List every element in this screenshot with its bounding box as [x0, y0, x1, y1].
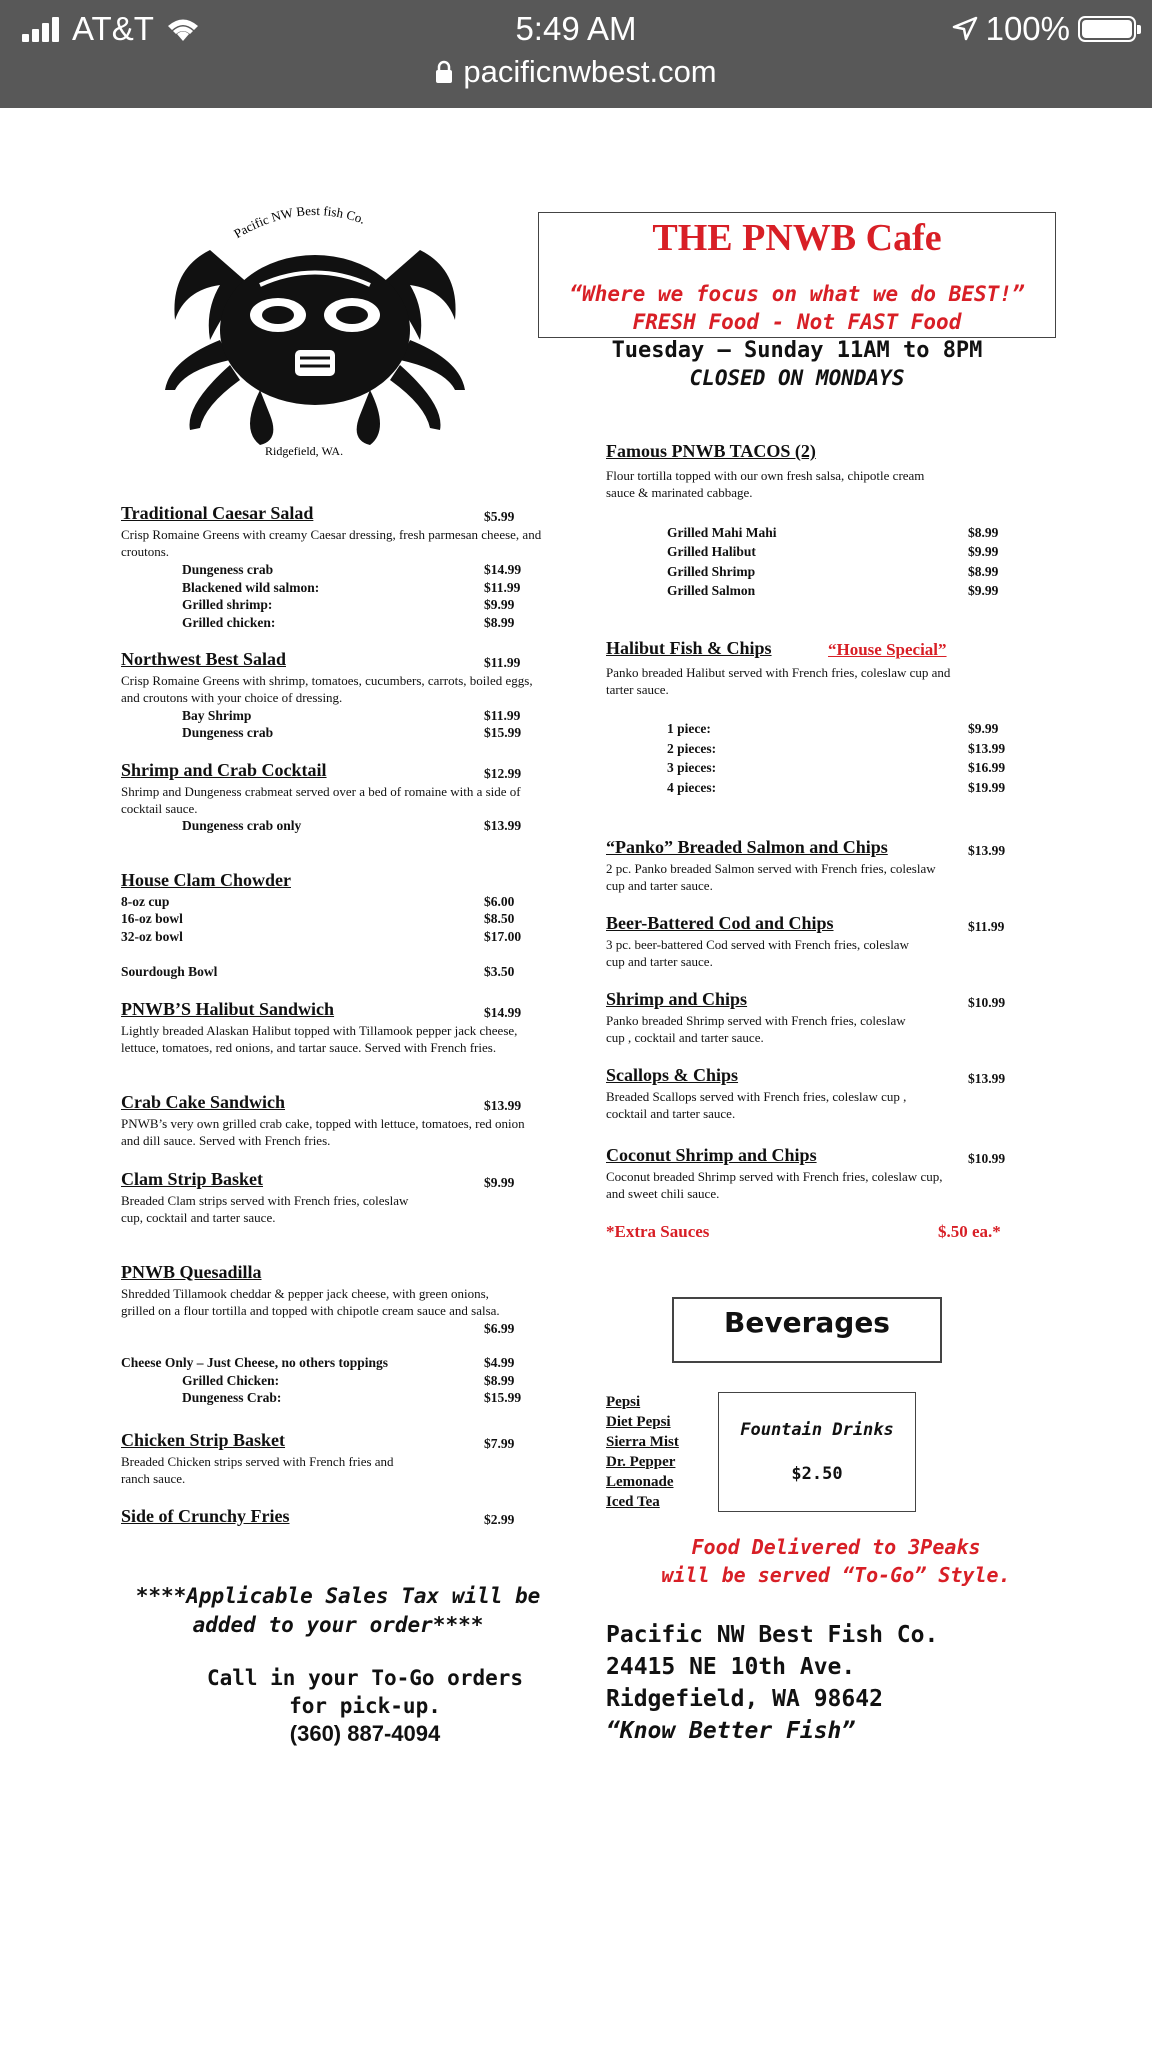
quesadilla-opt-price: $8.99	[484, 1373, 515, 1388]
nwsalad-opt: Dungeness crab	[182, 725, 274, 740]
fountain-box	[718, 1392, 916, 1512]
address-line: Ridgefield, WA 98642	[606, 1686, 883, 1712]
halibut-opt-price: $9.99	[968, 721, 999, 736]
caesar-opt-price: $9.99	[484, 597, 515, 612]
salmon-price: $13.99	[968, 843, 1006, 858]
halibut-opt-price: $19.99	[968, 780, 1006, 795]
chowder-opt-price: $8.50	[484, 911, 515, 926]
chicken-price: $7.99	[484, 1436, 515, 1451]
cocktail-price: $12.99	[484, 766, 522, 781]
halibut-opt-price: $13.99	[968, 741, 1006, 756]
tacos-opt: Grilled Shrimp	[667, 564, 756, 579]
tacos-opt: Grilled Halibut	[667, 544, 756, 559]
cod-title: Beer-Battered Cod and Chips	[606, 913, 834, 933]
cocktail-title: Shrimp and Crab Cocktail	[121, 760, 327, 780]
address-line: “Know Better Fish”	[606, 1718, 856, 1744]
drink-item: Pepsi	[606, 1394, 641, 1410]
scallops-title: Scallops & Chips	[606, 1065, 739, 1085]
salmon-title: “Panko” Breaded Salmon and Chips	[606, 837, 888, 857]
caesar-opt: Grilled shrimp:	[182, 597, 273, 612]
drink-item: Lemonade	[606, 1474, 674, 1490]
caesar-opt-price: $11.99	[484, 580, 521, 595]
logo-arc-bottom: Ridgefield, WA.	[265, 444, 344, 458]
nwsalad-opt-price: $11.99	[484, 708, 521, 723]
halibut-opt: 4 pieces:	[667, 780, 717, 795]
halibut-opt: 3 pieces:	[667, 760, 717, 775]
fountain-price: $2.50	[791, 1464, 843, 1484]
extra-sauces: *Extra Sauces	[606, 1222, 710, 1241]
crab-logo	[150, 190, 480, 460]
halibut-desc: Panko breaded Halibut served with French fries, coleslaw cup and tarter sauce.	[606, 665, 951, 697]
chowder-opt: 16-oz bowl	[121, 911, 183, 926]
caesar-price: $5.99	[484, 509, 515, 524]
address-bar[interactable]	[0, 54, 1152, 90]
shrimp-price: $10.99	[968, 995, 1006, 1010]
clamstrip-desc: Breaded Clam strips served with French fries, coleslaw cup, cocktail and tarter sauce.	[121, 1193, 409, 1225]
clock: 5:49 AM	[515, 10, 637, 47]
svg-text:Pacific NW Best fish Co.	[231, 203, 367, 241]
drink-item: Iced Tea	[606, 1494, 660, 1510]
delivery-line-2: will be served “To-Go” Style.	[661, 1563, 1011, 1587]
url-text: pacificnwbest.com	[463, 54, 717, 89]
fountain-label: Fountain Drinks	[740, 1420, 894, 1440]
chowder-title: House Clam Chowder	[121, 870, 291, 890]
caesar-opt-price: $8.99	[484, 615, 515, 630]
cheese-only-label: Cheese Only – Just Cheese, no others toppings	[121, 1355, 389, 1370]
clamstrip-title: Clam Strip Basket	[121, 1169, 264, 1189]
halibut-opt: 2 pieces:	[667, 741, 717, 756]
tacos-opt-price: $8.99	[968, 525, 999, 540]
tagline-2: FRESH Food - Not FAST Food	[632, 310, 962, 334]
carrier-label: AT&T	[72, 10, 154, 47]
quesadilla-title: PNWB Quesadilla	[121, 1262, 262, 1282]
nwsalad-opt-price: $15.99	[484, 725, 522, 740]
tacos-opt-price: $9.99	[968, 544, 999, 559]
coconut-title: Coconut Shrimp and Chips	[606, 1145, 817, 1165]
tagline-1: “Where we focus on what we do BEST!”	[569, 282, 1025, 306]
cocktail-opt: Dungeness crab only	[182, 818, 302, 833]
cod-price: $11.99	[968, 919, 1005, 934]
phone-number[interactable]: (360) 887-4094	[289, 1721, 441, 1746]
chowder-opt-price: $6.00	[484, 894, 515, 909]
scallops-price: $13.99	[968, 1071, 1006, 1086]
address-line: Pacific NW Best Fish Co.	[606, 1622, 939, 1648]
sourdough-label: Sourdough Bowl	[121, 964, 218, 979]
caesar-opt-price: $14.99	[484, 562, 522, 577]
shrimp-desc: Panko breaded Shrimp served with French fries, coleslaw cup , cocktail and tarter sauce.	[606, 1013, 906, 1045]
cheese-only-price: $4.99	[484, 1355, 515, 1370]
coconut-price: $10.99	[968, 1151, 1006, 1166]
crabcake-title: Crab Cake Sandwich	[121, 1092, 286, 1112]
location-arrow-icon	[952, 16, 978, 42]
clamstrip-price: $9.99	[484, 1175, 515, 1190]
nwsalad-desc: Crisp Romaine Greens with shrimp, tomatoes, cucumbers, carrots, boiled eggs, and croutons with your choice of dressing.	[121, 673, 533, 705]
house-special-label: “House Special”	[828, 640, 947, 659]
halibut-sandwich-price: $14.99	[484, 1005, 522, 1020]
crabcake-desc: PNWB’s very own grilled crab cake, topped with lettuce, tomatoes, red onion and dill sauce. Served with French fries.	[121, 1116, 525, 1148]
cocktail-opt-price: $13.99	[484, 818, 522, 833]
tacos-opt-price: $8.99	[968, 564, 999, 579]
quesadilla-opt: Grilled Chicken:	[182, 1373, 280, 1388]
drink-item: Dr. Pepper	[606, 1454, 676, 1470]
halibut-opt: 1 piece:	[667, 721, 711, 736]
status-bar	[0, 0, 1152, 108]
tacos-opt: Grilled Mahi Mahi	[667, 525, 777, 540]
cafe-title: THE PNWB Cafe	[652, 217, 942, 259]
quesadilla-desc: Shredded Tillamook cheddar & pepper jack cheese, with green onions, grilled on a flour tortilla and topped with chipotle cream sauce and salsa.	[121, 1286, 500, 1318]
cod-desc: 3 pc. beer-battered Cod served with French fries, coleslaw cup and tarter sauce.	[606, 937, 909, 969]
caesar-opt: Grilled chicken:	[182, 615, 276, 630]
chicken-desc: Breaded Chicken strips served with French fries and ranch sauce.	[121, 1454, 394, 1486]
halibut-opt-price: $16.99	[968, 760, 1006, 775]
shrimp-title: Shrimp and Chips	[606, 989, 748, 1009]
caesar-opt: Dungeness crab	[182, 562, 274, 577]
crabcake-price: $13.99	[484, 1098, 522, 1113]
drink-item: Diet Pepsi	[606, 1414, 671, 1430]
hours: Tuesday – Sunday 11AM to 8PM	[611, 338, 983, 363]
quesadilla-opt-price: $15.99	[484, 1390, 522, 1405]
closed-notice: CLOSED ON MONDAYS	[689, 366, 905, 390]
scallops-desc: Breaded Scallops served with French fries, coleslaw cup , cocktail and tarter sauce.	[606, 1089, 907, 1121]
delivery-line-1: Food Delivered to 3Peaks	[691, 1535, 981, 1559]
tacos-opt-price: $9.99	[968, 583, 999, 598]
chowder-opt: 8-oz cup	[121, 894, 170, 909]
drink-item: Sierra Mist	[606, 1434, 679, 1450]
fries-title: Side of Crunchy Fries	[121, 1506, 290, 1526]
nwsalad-title: Northwest Best Salad	[121, 649, 286, 669]
extra-sauces-price: $.50 ea.*	[938, 1222, 1001, 1241]
halibut-sandwich-title: PNWB’S Halibut Sandwich	[121, 999, 335, 1019]
logo-arc-top: Pacific NW Best fish Co.	[231, 202, 368, 242]
tacos-desc: Flour tortilla topped with our own fresh salsa, chipotle cream sauce & marinated cabbage.	[606, 468, 925, 500]
chicken-title: Chicken Strip Basket	[121, 1430, 286, 1450]
caesar-title: Traditional Caesar Salad	[121, 503, 314, 523]
battery-icon	[1078, 16, 1136, 42]
halibut-title: Halibut Fish & Chips	[606, 638, 772, 658]
sourdough-price: $3.50	[484, 964, 515, 979]
tax-notice: ****Applicable Sales Tax will be added to your order****	[135, 1584, 541, 1637]
coconut-desc: Coconut breaded Shrimp served with French fries, coleslaw cup, and sweet chili sauce.	[606, 1169, 943, 1201]
caesar-desc: Crisp Romaine Greens with creamy Caesar dressing, fresh parmesan cheese, and croutons.	[121, 527, 542, 559]
chowder-opt-price: $17.00	[484, 929, 522, 944]
battery-percent: 100%	[985, 10, 1070, 47]
status-right	[952, 10, 1136, 48]
cocktail-desc: Shrimp and Dungeness crabmeat served over a bed of romaine with a side of cocktail sauce.	[121, 784, 521, 816]
halibut-sandwich-desc: Lightly breaded Alaskan Halibut topped with Tillamook pepper jack cheese, lettuce, tomatoes, red onions, and tartar sauce. Served with French fries.	[121, 1023, 518, 1055]
call-notice: Call in your To-Go orders for pick-up.	[206, 1666, 524, 1718]
salmon-desc: 2 pc. Panko breaded Salmon served with French fries, coleslaw cup and tarter sauce.	[606, 861, 936, 893]
nwsalad-opt: Bay Shrimp	[182, 708, 252, 723]
beverages-title: Beverages	[724, 1306, 890, 1339]
nwsalad-price: $11.99	[484, 655, 521, 670]
lock-icon	[435, 60, 453, 84]
quesadilla-price: $6.99	[484, 1321, 515, 1336]
address-line: 24415 NE 10th Ave.	[606, 1654, 856, 1680]
tacos-title: Famous PNWB TACOS (2)	[606, 441, 816, 461]
fries-price: $2.99	[484, 1512, 515, 1527]
quesadilla-opt: Dungeness Crab:	[182, 1390, 282, 1405]
chowder-opt: 32-oz bowl	[121, 929, 183, 944]
caesar-opt: Blackened wild salmon:	[182, 580, 320, 595]
tacos-opt: Grilled Salmon	[667, 583, 756, 598]
